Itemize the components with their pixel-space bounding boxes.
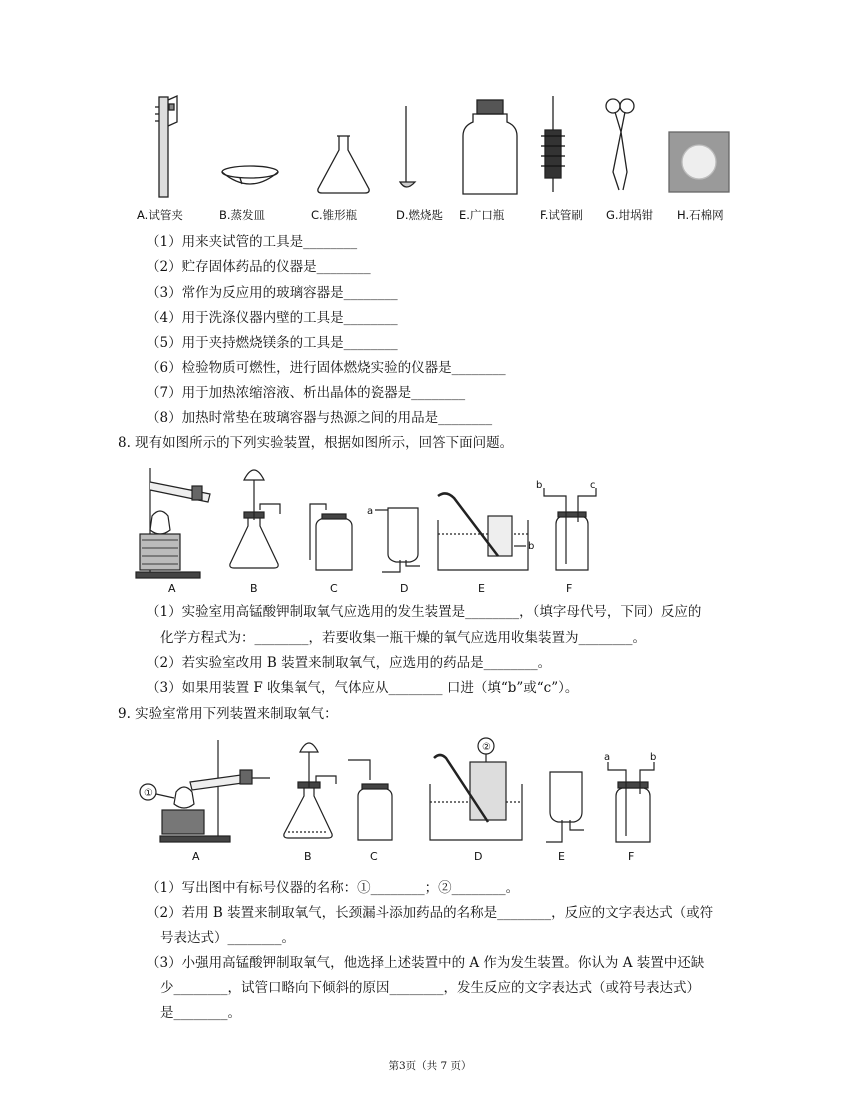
q8-label-a: A	[168, 582, 176, 595]
asbestos-gauze-icon	[669, 132, 729, 192]
q9-label-f: F	[628, 850, 635, 863]
q8-label-c: C	[330, 582, 338, 595]
q8-device-f	[536, 480, 596, 570]
test-tube-holder-icon	[155, 96, 177, 197]
q9-label-d: D	[474, 850, 483, 863]
q9-item-1: （1）写出图中有标号仪器的名称：①________；②________。	[146, 880, 520, 896]
q9-device-d	[430, 738, 522, 840]
q8-label-f: F	[566, 582, 573, 595]
q8-device-c	[310, 504, 352, 570]
q9-device-f	[604, 752, 656, 842]
q9-label-a: A	[192, 850, 200, 863]
q9-mark-a: a	[604, 752, 611, 763]
instrument-label-g: G.坩埚钳	[606, 208, 654, 222]
q8-device-b	[230, 470, 280, 568]
q9-item-3-cont: 少________，试管口略向下倾斜的原因________，发生反应的文字表达式（或符号表达式）	[160, 980, 700, 996]
q7-item-2: （2）贮存固体药品的仪器是________	[146, 259, 371, 275]
q7-item-6: （6）检验物质可燃性，进行固体燃烧实验的仪器是________	[146, 360, 506, 376]
q9-device-b	[284, 743, 336, 838]
instrument-label-a: A.试管夹	[137, 208, 183, 222]
q8-item-2: （2）若实验室改用 B 装置来制取氧气，应选用的药品是________。	[146, 655, 552, 671]
q9-device-a	[140, 740, 270, 842]
q9-item-3-cont2: 是________。	[160, 1005, 241, 1021]
wide-mouth-bottle-icon	[463, 100, 517, 194]
q8-item-3: （3）如果用装置 F 收集氧气，气体应从________ 口进（填“b”或“c”）。	[146, 680, 579, 696]
q8-label-e: E	[478, 582, 485, 595]
instrument-label-d: D.燃烧匙	[396, 208, 444, 222]
instrument-label-f: F.试管刷	[540, 208, 583, 222]
q8-stem: 8. 现有如图所示的下列实验装置，根据如图所示，回答下面问题。	[118, 435, 514, 451]
crucible-tongs-icon	[606, 99, 634, 190]
q8-mark-b-f: b	[536, 480, 543, 491]
q8-device-a	[136, 468, 210, 578]
q8-mark-b-e: b	[528, 541, 535, 552]
instrument-label-e: E.广口瓶	[459, 208, 505, 222]
q9-label-b: B	[304, 850, 312, 863]
q9-device-e	[546, 772, 584, 842]
q9-item-2: （2）若用 B 装置来制取氧气，长颈漏斗添加药品的名称是________，反应的文字表达式（或符	[146, 905, 714, 921]
conical-flask-icon	[318, 136, 369, 193]
q8-device-e	[438, 493, 534, 570]
test-tube-brush-icon	[541, 96, 565, 192]
q9-item-3: （3）小强用高锰酸钾制取氧气，他选择上述装置中的 A 作为发生装置。你认为 A 装置中还缺	[146, 955, 705, 971]
instrument-label-h: H.石棉网	[677, 208, 724, 222]
q8-apparatus-figure	[130, 460, 600, 600]
q9-device-c	[348, 760, 392, 840]
q9-mark-2: ②	[482, 742, 491, 753]
q7-item-3: （3）常作为反应用的玻璃容器是________	[146, 285, 398, 301]
q9-mark-b: b	[650, 752, 657, 763]
q9-apparatus-figure	[130, 736, 670, 868]
q8-device-d	[367, 506, 420, 572]
combustion-spoon-icon	[400, 106, 415, 187]
page-footer: 第3页（共 7 页）	[388, 1060, 472, 1072]
instrument-label-b: B.蒸发皿	[219, 208, 266, 222]
q9-mark-1: ①	[144, 788, 153, 799]
q7-item-4: （4）用于洗涤仪器内壁的工具是________	[146, 310, 398, 326]
q7-item-7: （7）用于加热浓缩溶液、析出晶体的瓷器是________	[146, 385, 466, 401]
q7-item-8: （8）加热时常垫在玻璃容器与热源之间的用品是________	[146, 410, 493, 426]
q8-mark-a: a	[367, 506, 374, 517]
q8-label-b: B	[250, 582, 258, 595]
q9-label-c: C	[370, 850, 378, 863]
evaporating-dish-icon	[222, 166, 278, 184]
q9-label-e: E	[558, 850, 565, 863]
instrument-label-c: C.锥形瓶	[311, 208, 358, 222]
instruments-figure	[125, 92, 735, 227]
q7-item-5: （5）用于夹持燃烧镁条的工具是________	[146, 335, 398, 351]
q8-label-d: D	[400, 582, 409, 595]
q8-item-1: （1）实验室用高锰酸钾制取氧气应选用的发生装置是________，（填字母代号，下同）反应的	[146, 604, 702, 620]
q8-item-1-cont: 化学方程式为：________，若要收集一瓶干燥的氧气应选用收集装置为________。	[160, 630, 646, 646]
q7-item-1: （1）用来夹试管的工具是________	[146, 234, 358, 250]
q9-stem: 9. 实验室常用下列装置来制取氧气：	[118, 706, 338, 722]
q8-mark-c: c	[590, 480, 596, 491]
q9-item-2-cont: 号表达式）________。	[160, 930, 295, 946]
